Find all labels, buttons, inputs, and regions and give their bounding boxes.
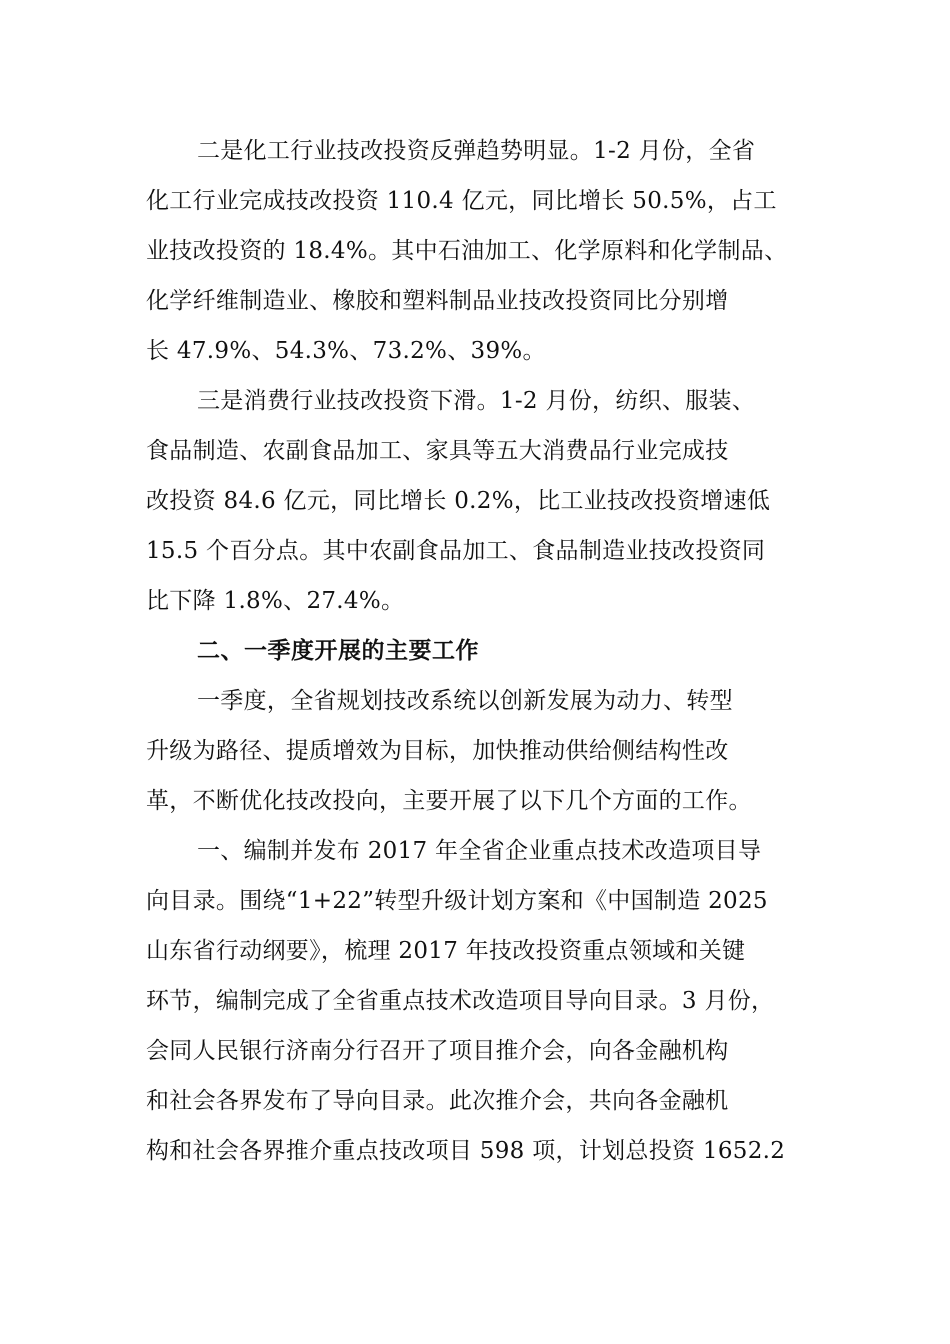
paragraph-2-line-3: 改投资 84.6 亿元，同比增长 0.2%，比工业技改投资增速低 — [146, 488, 771, 514]
paragraph-4-line-3: 山东省行动纲要》，梳理 2017 年技改投资重点领域和关键 — [146, 938, 746, 964]
paragraph-1-line-1: 二是化工行业技改投资反弹趋势明显。1-2 月份，全省 — [197, 138, 756, 164]
paragraph-1-line-4: 化学纤维制造业、橡胶和塑料制品业技改投资同比分别增 — [146, 288, 729, 314]
paragraph-1-line-2: 化工行业完成技改投资 110.4 亿元，同比增长 50.5%，占工 — [146, 188, 777, 214]
paragraph-2-line-2: 食品制造、农副食品加工、家具等五大消费品行业完成技 — [146, 438, 729, 464]
paragraph-3-line-1: 一季度，全省规划技改系统以创新发展为动力、转型 — [197, 688, 733, 714]
paragraph-2-line-4: 15.5 个百分点。其中农副食品加工、食品制造业技改投资同 — [146, 538, 766, 564]
paragraph-4-line-4: 环节，编制完成了全省重点技术改造项目导向目录。3 月份， — [146, 988, 775, 1014]
paragraph-1-line-3: 业技改投资的 18.4%。其中石油加工、化学原料和化学制品、 — [146, 238, 788, 264]
paragraph-3-line-3: 革，不断优化技改投向，主要开展了以下几个方面的工作。 — [146, 788, 752, 814]
paragraph-4-line-5: 会同人民银行济南分行召开了项目推介会，向各金融机构 — [146, 1038, 729, 1064]
section-heading: 二、一季度开展的主要工作 — [197, 638, 479, 664]
paragraph-2-line-5: 比下降 1.8%、27.4%。 — [146, 588, 405, 614]
paragraph-4-line-6: 和社会各界发布了导向目录。此次推介会，共向各金融机 — [146, 1088, 729, 1114]
paragraph-2-line-1: 三是消费行业技改投资下滑。1-2 月份，纺织、服装、 — [197, 388, 756, 414]
paragraph-4-line-2: 向目录。围绕“1+22”转型升级计划方案和《中国制造 2025 — [146, 888, 768, 914]
paragraph-4-line-7: 构和社会各界推介重点技改项目 598 项，计划总投资 1652.2 — [146, 1138, 786, 1164]
paragraph-1-line-5: 长 47.9%、54.3%、73.2%、39%。 — [146, 338, 546, 364]
paragraph-4-line-1: 一、编制并发布 2017 年全省企业重点技术改造项目导 — [197, 838, 762, 864]
paragraph-3-line-2: 升级为路径、提质增效为目标，加快推动供给侧结构性改 — [146, 738, 729, 764]
